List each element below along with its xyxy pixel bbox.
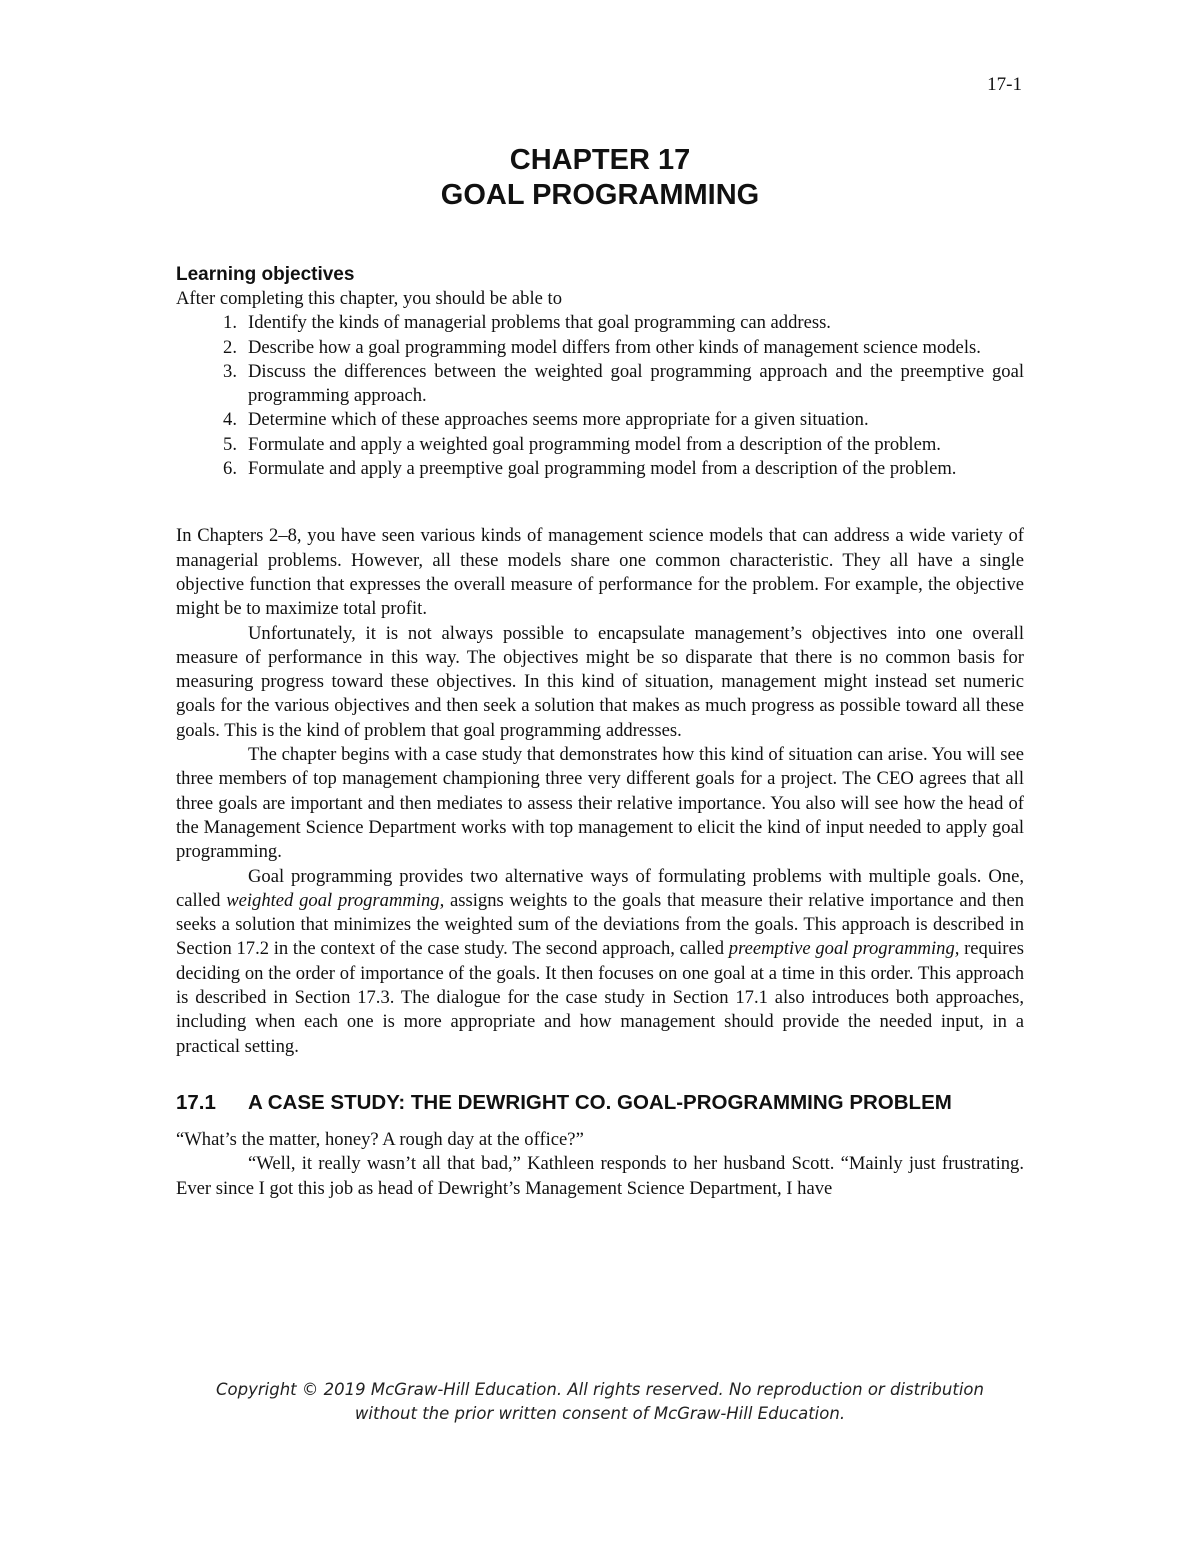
preemptive-goal-programming-term: preemptive goal programming, (728, 938, 960, 960)
list-item (176, 408, 1024, 432)
section-heading-17-1 (176, 1090, 1024, 1115)
list-item-number: 3. (223, 360, 237, 382)
objectives-intro: After completing this chapter, you should be able to (176, 288, 563, 309)
paragraph-text: requires deciding on the order of importance of the goals. It then focuses on one goal at a time in this order. This approach is described in Section 17.3. The dialogue for the case study in Section 17.1 also introduces both approaches, including when each one is more appropriate and how management should provide the needed input, in a practical setting. (176, 938, 1024, 1057)
list-item-text: Determine which of these approaches seems more appropriate for a given situation. (248, 409, 869, 431)
chapter-name: GOAL PROGRAMMING (440, 179, 760, 211)
list-item-text: Formulate and apply a preemptive goal programming model from a description of the problem. (248, 458, 957, 480)
case-paragraph-1: “What’s the matter, honey? A rough day at the office?” (176, 1128, 584, 1150)
intro-paragraph-1: In Chapters 2–8, you have seen various kinds of management science models that can address a wide variety of managerial problems. However, all these models share one common characteristic. They all have a single objective function that expresses the overall measure of performance for the problem. For example, the objective might be to maximize total profit. (176, 525, 1024, 620)
intro-paragraph-4 (176, 865, 1024, 1059)
chapter-title (0, 143, 1200, 213)
list-item-number: 1. (223, 312, 237, 334)
list-item-number: 2. (223, 336, 237, 358)
list-item-text: Identify the kinds of managerial problems that goal programming can address. (248, 312, 831, 334)
list-item-text: Formulate and apply a weighted goal programming model from a description of the problem. (248, 433, 941, 455)
list-item (176, 336, 1024, 360)
paragraph-text: Goal programming provides two alternative ways of formulating problems with multiple goals. One, called (176, 865, 1024, 911)
list-item-text: Discuss the differences between the weighted goal programming approach and the preemptive goal programming approach. (248, 360, 1024, 407)
section-title: A CASE STUDY: THE DEWRIGHT CO. GOAL-PROGRAMMING PROBLEM (248, 1090, 952, 1114)
page-body (176, 263, 1024, 1201)
paragraph-text: assigns weights to the goals that measure their relative importance and then seeks a solution that minimizes the weighted sum of the deviations from the goals. This approach is described in Section 17.2 in the context of the case study. The second approach, called (176, 889, 1024, 960)
section-number: 17.1 (176, 1090, 216, 1114)
case-paragraph-2: “Well, it really wasn’t all that bad,” Kathleen responds to her husband Scott. “Mainly just frustrating. Ever since I got this job as head of Dewright’s Management Science Department, I have (176, 1153, 1024, 1199)
footer-line-1: Copyright © 2019 McGraw-Hill Education. All rights reserved. No reproduction or distribution (216, 1380, 984, 1399)
list-item (176, 360, 1024, 409)
chapter-number: CHAPTER 17 (509, 144, 691, 176)
copyright-footer (0, 1378, 1200, 1426)
list-item (176, 433, 1024, 457)
list-item (176, 311, 1024, 335)
list-item-number: 6. (223, 458, 237, 480)
list-item-text: Describe how a goal programming model differs from other kinds of management science models. (248, 336, 981, 358)
learning-objectives-heading: Learning objectives (176, 264, 355, 285)
list-item-number: 4. (223, 409, 237, 431)
intro-paragraph-2: Unfortunately, it is not always possible to encapsulate management’s objectives into one overall measure of performance in this way. The objectives might be so disparate that there is no common basis for measuring progress toward these objectives. In this kind of situation, management might instead set numeric goals for the various objectives and then seek a solution that makes as much progress as possible toward all these goals. This is the kind of problem that goal programming addresses. (176, 622, 1024, 741)
list-item (176, 457, 1024, 481)
intro-paragraph-3: The chapter begins with a case study that demonstrates how this kind of situation can arise. You will see three members of top management championing three very different goals for a project. The CEO agrees that all three goals are important and then mediates to assess their relative importance. You also will see how the head of the Management Science Department works with top management to elicit the kind of input needed to apply goal programming. (176, 744, 1024, 863)
footer-line-2: without the prior written consent of McGraw-Hill Education. (354, 1404, 846, 1423)
objectives-list (176, 311, 1024, 481)
page-number: 17-1 (987, 74, 1022, 95)
weighted-goal-programming-term: weighted goal programming, (226, 889, 445, 911)
list-item-number: 5. (223, 433, 237, 455)
